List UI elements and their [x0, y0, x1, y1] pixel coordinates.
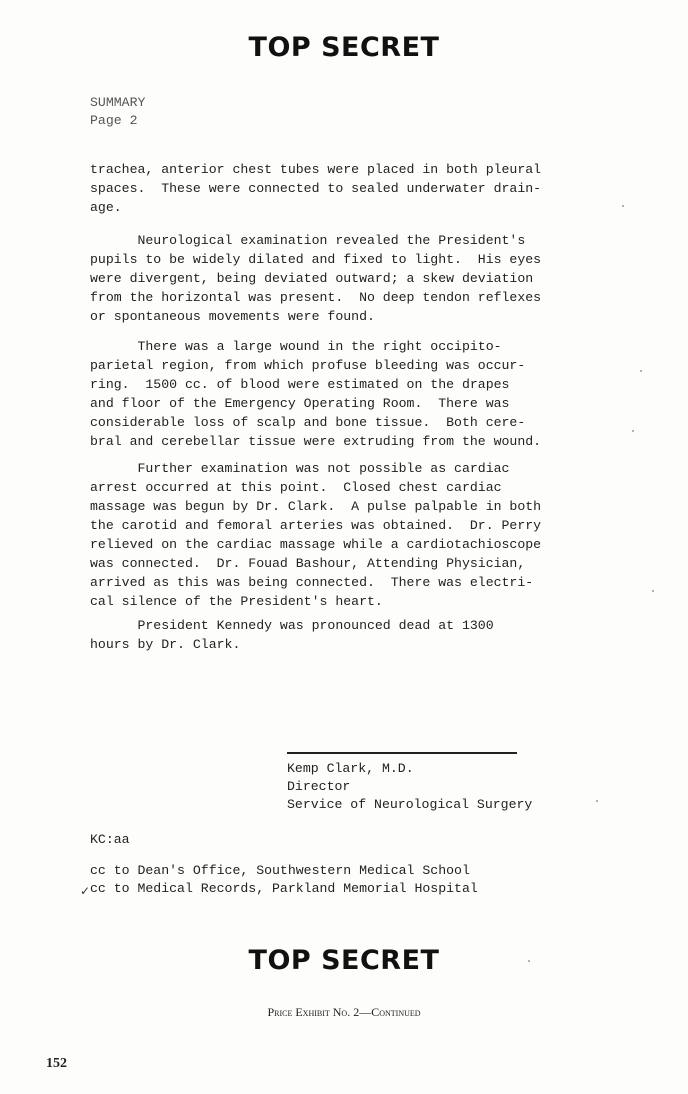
typist-initials: KC:aa — [90, 832, 130, 847]
scan-speckle — [632, 430, 634, 432]
check-mark-icon: ✓ — [80, 884, 91, 898]
signatory-name: Kemp Clark, M.D. — [287, 761, 414, 776]
paragraph-5: President Kennedy was pronounced dead at 1300 hours by Dr. Clark. — [90, 618, 494, 652]
page-label: Page 2 — [90, 113, 138, 128]
scan-speckle — [640, 370, 642, 372]
paragraph-2: Neurological examination revealed the President's pupils to be widely dilated and fixed to light. His eyes were divergent, being deviated outward; a skew deviation from the horizontal was present. No deep tendon reflexes or spontaneous movements were found. — [90, 233, 542, 324]
scan-speckle — [528, 960, 530, 962]
exhibit-caption: Price Exhibit No. 2—Continued — [267, 1005, 421, 1019]
memo-heading — [90, 94, 145, 130]
memo-label: SUMMARY — [90, 95, 146, 110]
signatory-department: Service of Neurological Surgery — [287, 797, 533, 812]
classification-stamp-top: TOP SECRET — [248, 32, 440, 63]
scan-speckle — [652, 590, 654, 592]
scan-speckle — [622, 205, 624, 207]
signature-line — [287, 752, 517, 754]
paragraph-1: trachea, anterior chest tubes were placed in both pleural spaces. These were connected to sealed underwater drain- age. — [90, 162, 542, 215]
page-number: 152 — [46, 1056, 67, 1071]
cc-line-2: cc to Medical Records, Parkland Memorial Hospital — [90, 881, 478, 896]
classification-stamp-bottom: TOP SECRET — [248, 945, 440, 976]
scan-speckle — [596, 800, 598, 802]
paragraph-3: There was a large wound in the right occipito- parietal region, from which profuse bleeding was occur- ring. 1500 cc. of blood were estimated on the drapes and floor of the Emergency Operating Room. There was considerable loss of scalp and bone tissue. Both cere- bral and cerebellar tissue were extruding from the wound. — [90, 339, 542, 449]
signature-block — [287, 760, 532, 814]
paragraph-4: Further examination was not possible as cardiac arrest occurred at this point. Closed chest cardiac massage was begun by Dr. Clark. A pulse palpable in both the carotid and femoral arteries was obtained. Dr. Perry relieved on the cardiac massage while a cardiotachioscope was connected. Dr. Fouad Bashour, Attending Physician, arrived as this was being connected. There was electri- cal silence of the President's heart. — [90, 461, 542, 609]
signatory-title: Director — [287, 779, 351, 794]
cc-list — [90, 862, 478, 898]
cc-line-1: cc to Dean's Office, Southwestern Medical School — [90, 863, 470, 878]
